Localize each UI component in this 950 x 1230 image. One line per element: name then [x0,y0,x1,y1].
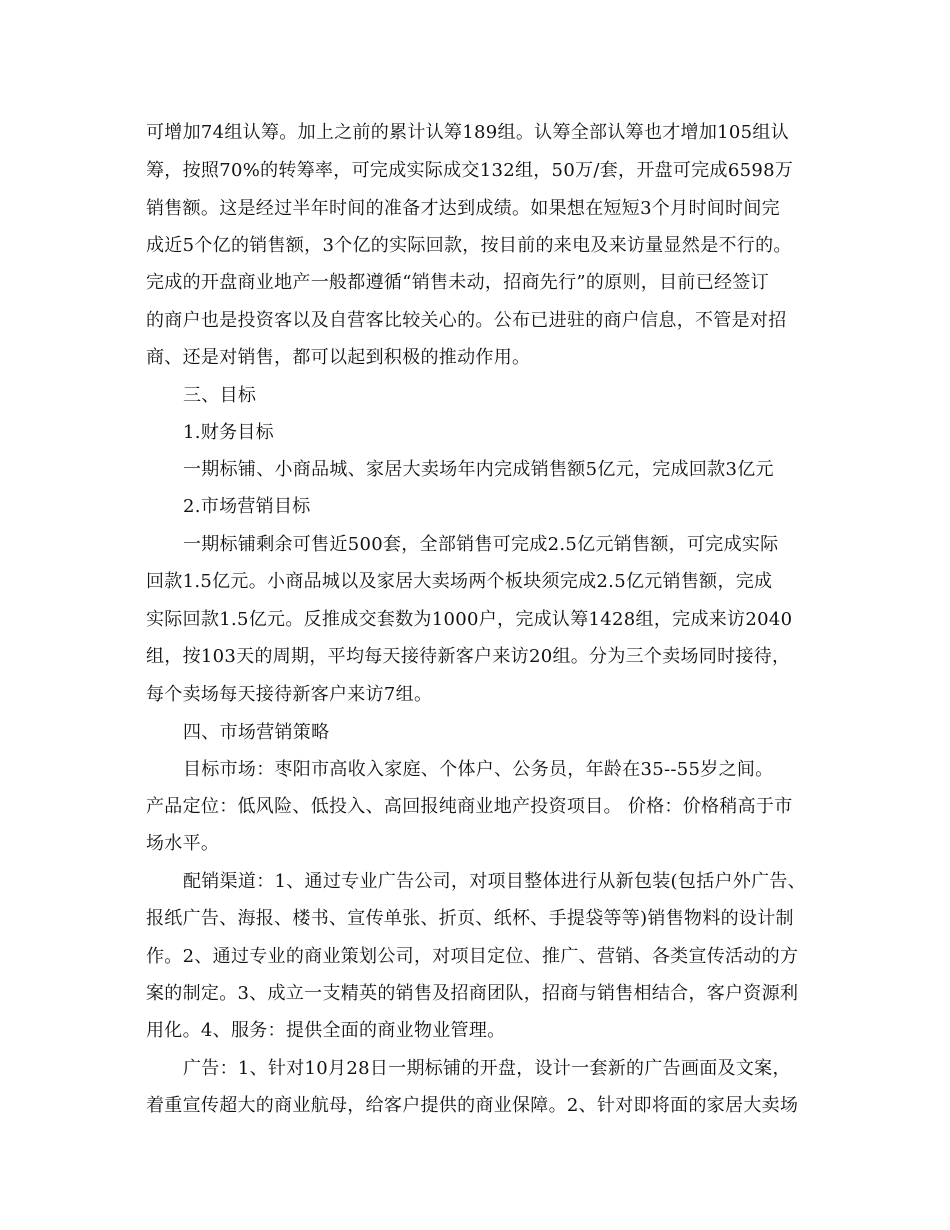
paragraph-line: 筹，按照70%的转筹率，可完成实际成交132组，50万/套，开盘可完成6598万 [146,160,794,181]
paragraph-line: 用化。4、服务：提供全面的商业物业管理。 [146,1020,506,1041]
paragraph-line: 产品定位：低风险、低投入、高回报纯商业地产投资项目。 价格：价格稍高于市 [146,796,793,817]
paragraph-line: 场水平。 [146,833,220,854]
subsection-heading: 1.财务目标 [183,422,274,443]
paragraph-line: 回款1.5亿元。小商品城以及家居大卖场两个板块须完成2.5亿元销售额，完成 [146,571,773,592]
paragraph-line: 配销渠道：1、通过专业广告公司，对项目整体进行从新包装(包括户外广告、 [183,871,806,892]
paragraph-line: 每个卖场每天接待新客户来访7组。 [146,684,433,705]
paragraph-line: 一期标铺剩余可售近500套，全部销售可完成2.5亿元销售额，可完成实际 [183,534,779,555]
paragraph-line: 实际回款1.5亿元。反推成交套数为1000户，完成认筹1428组，完成来访2040 [146,609,793,630]
paragraph-line: 着重宣传超大的商业航母，给客户提供的商业保障。2、针对即将面的家居大卖场 [146,1095,799,1116]
section-heading: 三、目标 [183,385,257,406]
paragraph-line: 作。2、通过专业的商业策划公司，对项目定位、推广、营销、各类宣传活动的方 [146,946,799,967]
paragraph-line: 销售额。这是经过半年时间的准备才达到成绩。如果想在短短3个月时间时间完 [146,198,780,219]
paragraph-line: 目标市场：枣阳市高收入家庭、个体户、公务员，年龄在35--55岁之间。 [183,759,774,780]
paragraph-line: 一期标铺、小商品城、家居大卖场年内完成销售额5亿元，完成回款3亿元 [183,459,774,480]
subsection-heading: 2.市场营销目标 [183,496,311,517]
paragraph-line: 报纸广告、海报、楼书、宣传单张、折页、纸杯、手提袋等等)销售物料的设计制 [146,908,794,929]
paragraph-line: 可增加74组认筹。加上之前的累计认筹189组。认筹全部认筹也才增加105组认 [146,122,790,143]
paragraph-line: 完成的开盘商业地产一般都遵循“销售未动，招商先行”的原则，目前已经签订 [146,272,769,293]
section-heading: 四、市场营销策略 [183,722,330,743]
paragraph-line: 组，按103天的周期，平均每天接待新客户来访20组。分为三个卖场同时接待， [146,646,791,667]
paragraph-line: 成近5个亿的销售额，3个亿的实际回款，按目前的来电及来访量显然是不行的。 [146,235,792,256]
paragraph-line: 广告：1、针对10月28日一期标铺的开盘，设计一套新的广告画面及文案， [183,1058,791,1079]
paragraph-line: 案的制定。3、成立一支精英的销售及招商团队，招商与销售相结合，客户资源利 [146,983,799,1004]
paragraph-line: 商、还是对销售，都可以起到积极的推动作用。 [146,347,531,368]
paragraph-line: 的商户也是投资客以及自营客比较关心的。公布已进驻的商户信息，不管是对招 [146,310,787,331]
